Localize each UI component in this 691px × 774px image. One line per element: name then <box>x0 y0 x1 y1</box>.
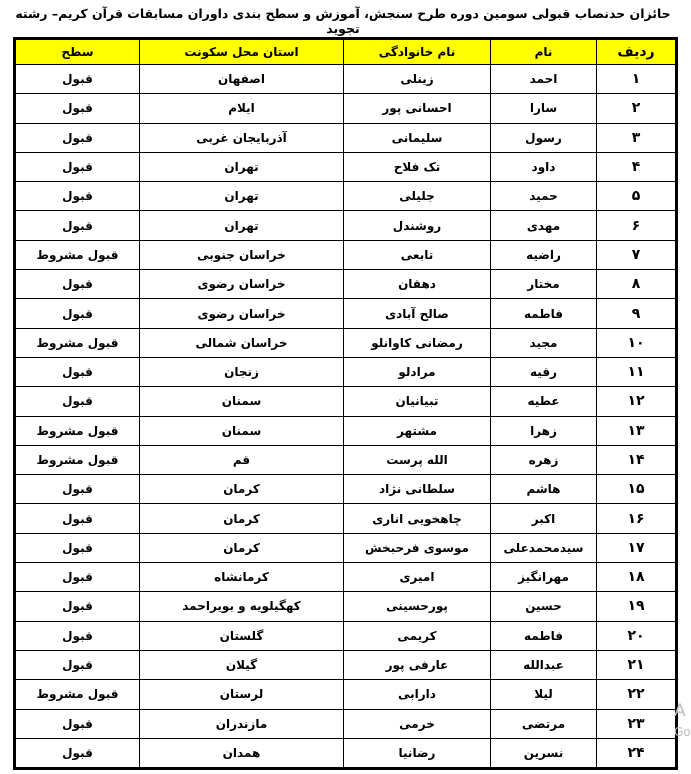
cell-level: قبول <box>15 504 140 533</box>
cell-level: قبول <box>15 65 140 94</box>
cell-province: زنجان <box>140 357 344 386</box>
cell-row-number: ۴ <box>597 152 677 181</box>
cell-last-name: دارابی <box>344 680 491 709</box>
cell-row-number: ۶ <box>597 211 677 240</box>
cell-first-name: احمد <box>491 65 597 94</box>
cell-row-number: ۵ <box>597 182 677 211</box>
cell-last-name: پورحسینی <box>344 592 491 621</box>
cell-row-number: ۹ <box>597 299 677 328</box>
cell-row-number: ۲ <box>597 94 677 123</box>
cell-province: قم <box>140 445 344 474</box>
cell-level: قبول <box>15 94 140 123</box>
cell-level: قبول <box>15 299 140 328</box>
cell-first-name: لیلا <box>491 680 597 709</box>
table-row <box>15 387 677 416</box>
table-row <box>15 475 677 504</box>
cell-last-name: مرادلو <box>344 357 491 386</box>
cell-province: خراسان شمالی <box>140 328 344 357</box>
cell-level: قبول <box>15 211 140 240</box>
cell-level: قبول مشروط <box>15 328 140 357</box>
cell-first-name: رسول <box>491 123 597 152</box>
table-row <box>15 182 677 211</box>
cell-last-name: رمضانی کاوانلو <box>344 328 491 357</box>
cell-row-number: ۱۷ <box>597 533 677 562</box>
table-row <box>15 533 677 562</box>
cell-row-number: ۷ <box>597 240 677 269</box>
cell-first-name: فاطمه <box>491 621 597 650</box>
cell-last-name: روشندل <box>344 211 491 240</box>
cell-first-name: مجید <box>491 328 597 357</box>
table-row <box>15 270 677 299</box>
activation-watermark-line1: A <box>674 701 686 721</box>
cell-row-number: ۱۸ <box>597 563 677 592</box>
cell-level: قبول مشروط <box>15 445 140 474</box>
table-row <box>15 709 677 738</box>
cell-province: کرمان <box>140 475 344 504</box>
cell-last-name: تبیانیان <box>344 387 491 416</box>
table-row <box>15 563 677 592</box>
table-row <box>15 328 677 357</box>
cell-first-name: زهره <box>491 445 597 474</box>
table-row <box>15 416 677 445</box>
cell-first-name: عبدالله <box>491 650 597 679</box>
header-row-number: ردیف <box>597 39 677 65</box>
cell-province: خراسان رضوی <box>140 270 344 299</box>
cell-row-number: ۲۱ <box>597 650 677 679</box>
cell-first-name: نسرین <box>491 738 597 768</box>
cell-province: گلستان <box>140 621 344 650</box>
table-row <box>15 680 677 709</box>
cell-level: قبول مشروط <box>15 416 140 445</box>
cell-province: سمنان <box>140 387 344 416</box>
table-row <box>15 211 677 240</box>
cell-province: گیلان <box>140 650 344 679</box>
cell-row-number: ۲۳ <box>597 709 677 738</box>
table-row <box>15 357 677 386</box>
results-table <box>13 37 678 770</box>
cell-last-name: چاهخویی اناری <box>344 504 491 533</box>
cell-first-name: هاشم <box>491 475 597 504</box>
table-header-row <box>15 39 677 65</box>
cell-first-name: مهرانگیز <box>491 563 597 592</box>
cell-first-name: مختار <box>491 270 597 299</box>
cell-last-name: سلطانی نژاد <box>344 475 491 504</box>
table-row <box>15 152 677 181</box>
cell-level: قبول <box>15 621 140 650</box>
cell-first-name: اکبر <box>491 504 597 533</box>
cell-row-number: ۳ <box>597 123 677 152</box>
cell-last-name: تک فلاح <box>344 152 491 181</box>
cell-province: تهران <box>140 211 344 240</box>
header-first-name: نام <box>491 39 597 65</box>
cell-last-name: دهقان <box>344 270 491 299</box>
cell-first-name: سارا <box>491 94 597 123</box>
table-row <box>15 592 677 621</box>
cell-province: سمنان <box>140 416 344 445</box>
cell-last-name: الله پرست <box>344 445 491 474</box>
cell-first-name: مرتضی <box>491 709 597 738</box>
cell-row-number: ۱۱ <box>597 357 677 386</box>
cell-last-name: امیری <box>344 563 491 592</box>
cell-level: قبول مشروط <box>15 680 140 709</box>
cell-first-name: فاطمه <box>491 299 597 328</box>
cell-row-number: ۸ <box>597 270 677 299</box>
header-level: سطح <box>15 39 140 65</box>
cell-province: خراسان رضوی <box>140 299 344 328</box>
table-row <box>15 299 677 328</box>
cell-row-number: ۱۰ <box>597 328 677 357</box>
table-row <box>15 123 677 152</box>
table-row <box>15 65 677 94</box>
table-row <box>15 650 677 679</box>
cell-first-name: عطیه <box>491 387 597 416</box>
activation-watermark-line2: Go <box>674 725 691 739</box>
cell-province: کرمان <box>140 504 344 533</box>
cell-level: قبول <box>15 592 140 621</box>
cell-province: تهران <box>140 152 344 181</box>
table-row <box>15 445 677 474</box>
cell-last-name: احسانی پور <box>344 94 491 123</box>
cell-row-number: ۱۶ <box>597 504 677 533</box>
cell-last-name: موسوی فرحبخش <box>344 533 491 562</box>
table-row <box>15 621 677 650</box>
cell-level: قبول <box>15 152 140 181</box>
table-row <box>15 94 677 123</box>
cell-province: کرمانشاه <box>140 563 344 592</box>
cell-level: قبول <box>15 182 140 211</box>
cell-first-name: راضیه <box>491 240 597 269</box>
cell-row-number: ۲۰ <box>597 621 677 650</box>
cell-first-name: رقیه <box>491 357 597 386</box>
cell-level: قبول <box>15 650 140 679</box>
cell-last-name: سلیمانی <box>344 123 491 152</box>
cell-level: قبول <box>15 387 140 416</box>
cell-level: قبول <box>15 475 140 504</box>
document-title: حائزان حدنصاب قبولی سومین دوره طرح سنجش، آموزش و سطح بندی داوران مسابقات قرآن کریم– رشته تجوید <box>15 6 671 36</box>
cell-level: قبول <box>15 533 140 562</box>
cell-province: اصفهان <box>140 65 344 94</box>
cell-row-number: ۱۵ <box>597 475 677 504</box>
cell-province: آذربایجان غربی <box>140 123 344 152</box>
cell-last-name: تابعی <box>344 240 491 269</box>
cell-last-name: صالح آبادی <box>344 299 491 328</box>
cell-first-name: زهرا <box>491 416 597 445</box>
cell-province: کهگیلویه و بویراحمد <box>140 592 344 621</box>
cell-level: قبول <box>15 357 140 386</box>
cell-first-name: حمید <box>491 182 597 211</box>
cell-level: قبول <box>15 270 140 299</box>
cell-row-number: ۱۴ <box>597 445 677 474</box>
cell-last-name: جلیلی <box>344 182 491 211</box>
cell-row-number: ۱ <box>597 65 677 94</box>
cell-last-name: کریمی <box>344 621 491 650</box>
cell-first-name: داود <box>491 152 597 181</box>
cell-row-number: ۲۴ <box>597 738 677 768</box>
cell-first-name: حسین <box>491 592 597 621</box>
cell-province: خراسان جنوبی <box>140 240 344 269</box>
cell-province: تهران <box>140 182 344 211</box>
cell-level: قبول <box>15 709 140 738</box>
cell-last-name: خرمی <box>344 709 491 738</box>
header-last-name: نام خانوادگی <box>344 39 491 65</box>
cell-level: قبول مشروط <box>15 240 140 269</box>
cell-level: قبول <box>15 563 140 592</box>
cell-level: قبول <box>15 123 140 152</box>
header-province: استان محل سکونت <box>140 39 344 65</box>
cell-first-name: مهدی <box>491 211 597 240</box>
cell-province: مازندران <box>140 709 344 738</box>
table-row <box>15 504 677 533</box>
cell-row-number: ۱۹ <box>597 592 677 621</box>
cell-row-number: ۲۲ <box>597 680 677 709</box>
cell-level: قبول <box>15 738 140 768</box>
table-row <box>15 738 677 768</box>
cell-last-name: عارفی پور <box>344 650 491 679</box>
cell-last-name: رضانیا <box>344 738 491 768</box>
cell-province: کرمان <box>140 533 344 562</box>
cell-last-name: زینلی <box>344 65 491 94</box>
cell-row-number: ۱۲ <box>597 387 677 416</box>
cell-first-name: سیدمحمدعلی <box>491 533 597 562</box>
cell-province: ایلام <box>140 94 344 123</box>
cell-province: لرستان <box>140 680 344 709</box>
cell-row-number: ۱۳ <box>597 416 677 445</box>
table-row <box>15 240 677 269</box>
cell-province: همدان <box>140 738 344 768</box>
cell-last-name: مشتهر <box>344 416 491 445</box>
